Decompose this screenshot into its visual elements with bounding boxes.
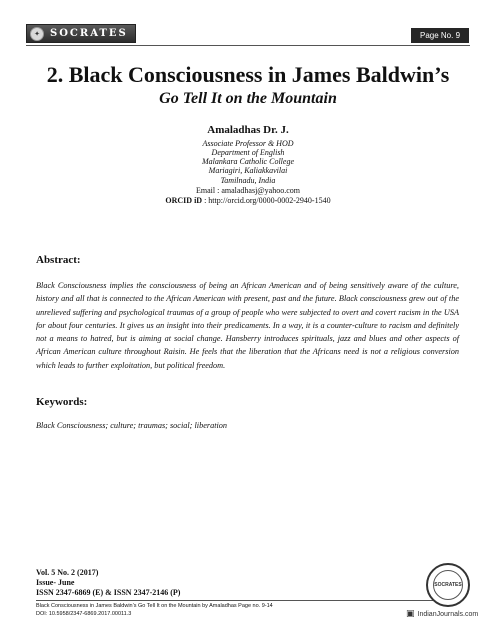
article-title: 2. Black Consciousness in James Baldwin’s (46, 62, 450, 87)
article-subtitle: Go Tell It on the Mountain (159, 90, 337, 107)
logo-emblem-icon: ✦ (30, 27, 44, 41)
footer-issue: Issue- June (36, 578, 75, 587)
indianjournals-logo (406, 606, 479, 622)
affiliation-line: Malankara Catholic College (202, 157, 294, 166)
author-name: Amaladhas Dr. J. (207, 124, 289, 136)
journal-logo (26, 24, 136, 43)
abstract-body: Black Consciousness implies the consciousness of being an African American and of being sensitively aware of the culture, history and all that is connected to the African American with present, past and the future. Black consciousness grew out of the unrelieved suffering and psychological traumas of a group of people who were subjected to overt and covert racism in the USA for about four centuries. It gives us an insight into their predicaments. In a way, it is a counter-culture to racism and definitely not a means to hatred, but is aiming at social change. Hansberry introduces spirituals, jazz and blues and other aspects of African American culture throughout Raisin. He feels that the liberation that the Africans need is not a religious conversion which leads to further exploitation, but political freedom. (36, 281, 459, 370)
footer-issn: ISSN 2347-6869 (E) & ISSN 2347-2146 (P) (36, 588, 181, 597)
indianjournals-text: IndianJournals.com (417, 610, 479, 618)
seal-text: SOCRATES (433, 570, 463, 600)
keywords-heading: Keywords: (36, 396, 88, 408)
orcid-label: ORCID iD (165, 196, 203, 205)
footer-citation: Black Consciousness in James Baldwin’s Go Tell It on the Mountain by Amaladhas Page no. 9-14 (36, 603, 273, 609)
footer-rule (36, 600, 456, 601)
affiliation-line: Department of English (211, 148, 285, 157)
logo-text: SOCRATES (50, 28, 128, 39)
affiliation-line: Tamilnadu, India (220, 176, 276, 185)
author-email: Email : amaladhasj@yahoo.com (195, 186, 300, 195)
affiliation-line: Associate Professor & HOD (202, 139, 294, 148)
author-orcid (26, 196, 470, 205)
page-number-badge: Page No. 9 (411, 28, 469, 43)
indianjournals-icon: ▣ (406, 609, 415, 619)
orcid-value: : http://orcid.org/0000-0002-2940-1540 (204, 196, 331, 205)
affiliation-line: Mariagiri, Kaliakkavilai (208, 166, 288, 175)
keywords-body: Black Consciousness; culture; traumas; social; liberation (36, 421, 228, 430)
journal-seal-icon (426, 563, 470, 607)
footer-volume: Vol. 5 No. 2 (2017) (36, 568, 99, 577)
header-rule (26, 45, 470, 46)
footer-doi: DOI: 10.5958/2347-6869.2017.00011.3 (36, 611, 132, 617)
abstract-heading: Abstract: (36, 254, 81, 266)
